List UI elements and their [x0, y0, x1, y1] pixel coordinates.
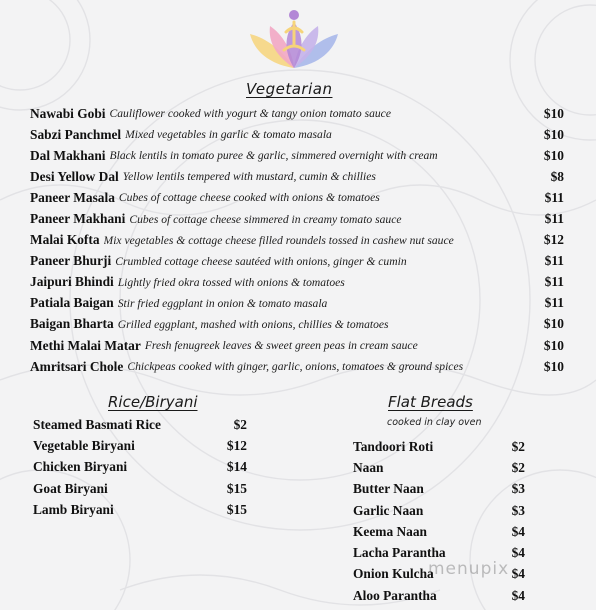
menu-item-description: Chickpeas cooked with ginger, garlic, onions, tomatoes & ground spices [127, 360, 464, 374]
menu-item-name: Steamed Basmati Rice [33, 416, 161, 432]
menu-item-name: Nawabi Gobi [30, 105, 106, 121]
menu-item-row [353, 436, 525, 457]
flat-breads-menu-list [353, 436, 525, 606]
menu-item-description: Yellow lentils tempered with mustard, cumin & chillies [122, 170, 376, 184]
menu-item-row [33, 499, 247, 520]
menu-item-row [30, 230, 564, 251]
vegetarian-section-title: Vegetarian [246, 80, 333, 98]
flat-breads-subtitle: cooked in clay oven [387, 417, 482, 428]
menu-item-price: $12 [226, 437, 247, 453]
menu-item-name: Desi Yellow Dal [30, 168, 119, 184]
menu-item-name: Sabzi Panchmel [30, 126, 122, 142]
menu-item-description: Mix vegetables & cottage cheese filled roundels tossed in cashew nut sauce [103, 233, 454, 247]
menu-item-name: Paneer Makhani [30, 211, 126, 227]
menu-item-price: $10 [543, 126, 564, 142]
menu-item-row [353, 457, 525, 478]
menupix-watermark: menupix [428, 559, 510, 579]
menu-item-description: Lightly fried okra tossed with onions & tomatoes [117, 275, 345, 289]
menu-item-row [353, 521, 525, 542]
menu-item-price: $4 [511, 587, 525, 603]
menu-item-price: $3 [511, 502, 525, 518]
menu-item-name: Dal Makhani [30, 147, 106, 163]
menu-item-description: Grilled eggplant, mashed with onions, chillies & tomatoes [117, 317, 389, 331]
menu-item-description: Black lentils in tomato puree & garlic, simmered overnight with cream [109, 149, 438, 163]
menu-item-row [30, 356, 564, 377]
menu-item-price: $2 [511, 459, 525, 475]
menu-item-row [30, 272, 564, 293]
menu-item-description: Fresh fenugreek leaves & sweet green peas in cream sauce [144, 339, 418, 353]
menu-item-row [30, 293, 564, 314]
lotus-yoga-figure-icon [248, 6, 340, 74]
menu-item-price: $11 [544, 253, 564, 269]
menu-item-price: $14 [226, 459, 247, 475]
menu-item-row [30, 145, 564, 166]
menu-item-price: $10 [543, 337, 564, 353]
menu-item-name: Lamb Biryani [33, 501, 114, 517]
menu-item-description: Mixed vegetables in garlic & tomato masala [125, 128, 332, 142]
menu-item-price: $2 [233, 416, 247, 432]
menu-item-description: Crumbled cottage cheese sautéed with onions, ginger & cumin [115, 254, 407, 268]
menu-item-name: Vegetable Biryani [33, 437, 135, 453]
menu-item-row [30, 124, 564, 145]
menu-item-row [33, 478, 247, 499]
menu-item-price: $15 [226, 501, 247, 517]
menu-item-row [30, 314, 564, 335]
menu-item-name: Paneer Bhurji [30, 253, 112, 269]
menu-item-name: Onion Kulcha [353, 566, 434, 582]
menu-item-name: Lacha Parantha [353, 545, 446, 561]
menu-item-row [30, 187, 564, 208]
vegetarian-menu-list [30, 103, 564, 377]
menu-item-price: $10 [543, 147, 564, 163]
menu-item-name: Jaipuri Bhindi [30, 274, 114, 290]
menu-item-price: $15 [226, 480, 247, 496]
menu-item-name: Keema Naan [353, 523, 428, 539]
menu-item-description: Stir fried eggplant in onion & tomato masala [117, 296, 328, 310]
menu-item-row [30, 335, 564, 356]
menu-item-name: Amritsari Chole [30, 358, 124, 374]
menu-item-description: Cubes of cottage cheese simmered in creamy tomato sauce [129, 212, 402, 226]
menu-item-price: $11 [544, 189, 564, 205]
menu-item-price: $10 [543, 358, 564, 374]
menu-item-description: Cauliflower cooked with yogurt & tangy onion tomato sauce [109, 107, 391, 121]
menu-item-row [30, 208, 564, 229]
menu-item-name: Naan [353, 459, 384, 475]
menu-item-price: $4 [511, 545, 525, 561]
menu-item-price: $2 [511, 438, 525, 454]
flat-breads-section-title: Flat Breads [388, 393, 473, 411]
menu-item-description: Cubes of cottage cheese cooked with onions & tomatoes [118, 191, 380, 205]
menu-item-price: $8 [550, 168, 564, 184]
menu-item-price: $11 [544, 295, 564, 311]
menu-item-row [353, 585, 525, 606]
rice-biryani-menu-list [33, 414, 247, 520]
menu-item-row [33, 457, 247, 478]
menu-item-price: $11 [544, 211, 564, 227]
rice-biryani-section-title: Rice/Biryani [108, 393, 198, 411]
menu-item-price: $10 [543, 105, 564, 121]
menu-item-row [353, 500, 525, 521]
menu-item-name: Butter Naan [353, 481, 424, 497]
menu-item-row [30, 103, 564, 124]
menu-item-name: Goat Biryani [33, 480, 108, 496]
menu-item-name: Garlic Naan [353, 502, 424, 518]
menu-item-price: $11 [544, 274, 564, 290]
menu-item-price: $3 [511, 481, 525, 497]
menu-item-name: Baigan Bharta [30, 316, 114, 332]
menu-item-price: $12 [543, 232, 564, 248]
menu-item-name: Paneer Masala [30, 189, 115, 205]
menu-item-name: Malai Kofta [30, 232, 100, 248]
menu-item-price: $4 [511, 523, 525, 539]
menu-item-row [353, 479, 525, 500]
menu-item-row [30, 166, 564, 187]
menu-item-name: Patiala Baigan [30, 295, 114, 311]
menu-item-price: $4 [511, 566, 525, 582]
menu-item-row [33, 435, 247, 456]
menu-item-price: $10 [543, 316, 564, 332]
menu-item-row [33, 414, 247, 435]
menu-item-row [30, 251, 564, 272]
menu-item-name: Chicken Biryani [33, 459, 128, 475]
menu-item-name: Methi Malai Matar [30, 337, 141, 353]
menu-item-name: Aloo Parantha [353, 587, 437, 603]
menu-item-name: Tandoori Roti [353, 438, 434, 454]
